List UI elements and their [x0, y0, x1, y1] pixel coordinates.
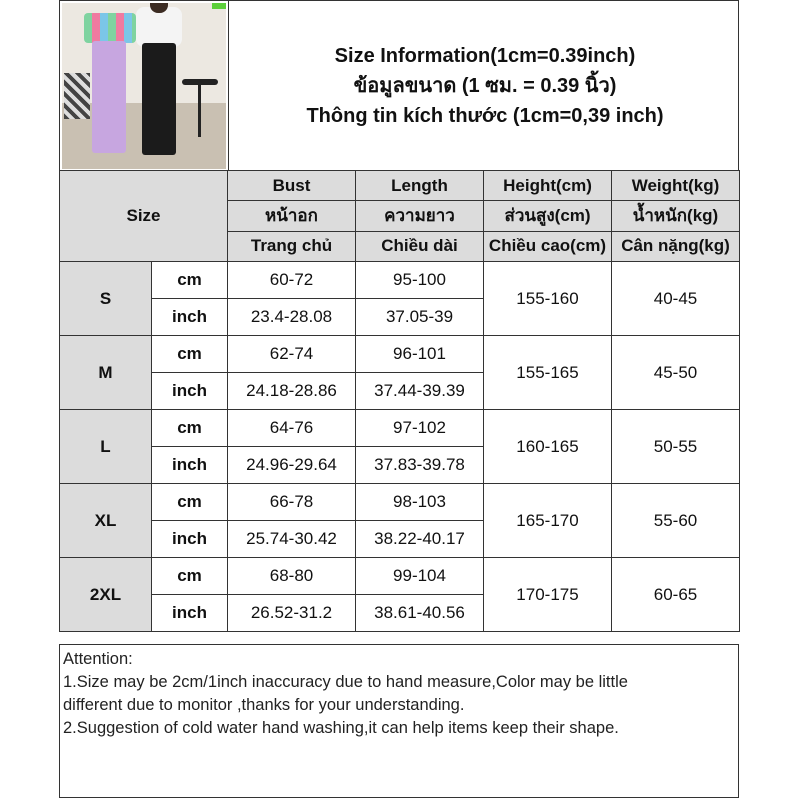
- bust-inch: 24.18-28.86: [228, 373, 356, 410]
- height-range: 160-165: [484, 410, 612, 484]
- weight-range: 45-50: [612, 336, 740, 410]
- weight-header-th: น้ำหนัก(kg): [612, 201, 740, 231]
- weight-range: 55-60: [612, 484, 740, 558]
- length-inch: 37.83-39.78: [356, 447, 484, 484]
- length-inch: 37.44-39.39: [356, 373, 484, 410]
- length-cm: 99-104: [356, 558, 484, 595]
- height-header-th: ส่วนสูง(cm): [484, 201, 612, 231]
- title-english: Size Information(1cm=0.39inch): [334, 45, 636, 67]
- table-row: [60, 410, 740, 447]
- table-row: [60, 484, 740, 521]
- table-row: [60, 336, 740, 373]
- bust-cm: 60-72: [228, 262, 356, 299]
- length-header-vi: Chiều dài: [356, 231, 484, 261]
- unit-cm: cm: [152, 484, 228, 521]
- notes-line: 2.Suggestion of cold water hand washing,it can help items keep their shape.: [63, 719, 619, 737]
- bust-inch: 23.4-28.08: [228, 299, 356, 336]
- height-range: 165-170: [484, 484, 612, 558]
- weight-header-vi: Cân nặng(kg): [612, 231, 740, 261]
- height-range: 155-160: [484, 262, 612, 336]
- table-row: [60, 262, 740, 299]
- length-cm: 98-103: [356, 484, 484, 521]
- weight-range: 40-45: [612, 262, 740, 336]
- weight-range: 50-55: [612, 410, 740, 484]
- size-chart-header: [59, 0, 739, 170]
- height-header-en: Height(cm): [484, 171, 612, 201]
- weight-range: 60-65: [612, 558, 740, 632]
- unit-cm: cm: [152, 558, 228, 595]
- bust-inch: 26.52-31.2: [228, 595, 356, 632]
- table-row: [60, 558, 740, 595]
- unit-inch: inch: [152, 373, 228, 410]
- weight-header-en: Weight(kg): [612, 171, 740, 201]
- length-inch: 38.22-40.17: [356, 521, 484, 558]
- bust-cm: 62-74: [228, 336, 356, 373]
- length-cm: 96-101: [356, 336, 484, 373]
- size-label: S: [60, 262, 152, 336]
- size-label: XL: [60, 484, 152, 558]
- size-label: M: [60, 336, 152, 410]
- length-inch: 37.05-39: [356, 299, 484, 336]
- title-thai: ข้อมูลขนาด (1 ซม. = 0.39 นิ้ว): [353, 75, 617, 97]
- size-chart-sheet: [59, 0, 741, 800]
- size-column-header: Size: [60, 171, 228, 262]
- unit-inch: inch: [152, 595, 228, 632]
- bust-cm: 66-78: [228, 484, 356, 521]
- unit-cm: cm: [152, 336, 228, 373]
- unit-inch: inch: [152, 521, 228, 558]
- size-label: 2XL: [60, 558, 152, 632]
- size-table: [59, 170, 740, 632]
- notes-line: 1.Size may be 2cm/1inch inaccuracy due to hand measure,Color may be little: [63, 673, 628, 691]
- length-cm: 95-100: [356, 262, 484, 299]
- notes-heading: Attention:: [63, 650, 133, 668]
- height-range: 155-165: [484, 336, 612, 410]
- attention-notes: [59, 644, 739, 798]
- unit-cm: cm: [152, 262, 228, 299]
- length-cm: 97-102: [356, 410, 484, 447]
- bust-header-vi: Trang chủ: [228, 231, 356, 261]
- bust-header-en: Bust: [228, 171, 356, 201]
- length-inch: 38.61-40.56: [356, 595, 484, 632]
- bust-header-th: หน้าอก: [228, 201, 356, 231]
- bust-inch: 24.96-29.64: [228, 447, 356, 484]
- product-photo: [62, 3, 226, 169]
- size-information-title: [228, 1, 741, 171]
- unit-cm: cm: [152, 410, 228, 447]
- length-header-en: Length: [356, 171, 484, 201]
- height-header-vi: Chiều cao(cm): [484, 231, 612, 261]
- bust-inch: 25.74-30.42: [228, 521, 356, 558]
- title-vietnamese: Thông tin kích thước (1cm=0,39 inch): [306, 105, 664, 127]
- unit-inch: inch: [152, 299, 228, 336]
- unit-inch: inch: [152, 447, 228, 484]
- size-label: L: [60, 410, 152, 484]
- height-range: 170-175: [484, 558, 612, 632]
- bust-cm: 68-80: [228, 558, 356, 595]
- notes-line: different due to monitor ,thanks for your understanding.: [63, 696, 465, 714]
- bust-cm: 64-76: [228, 410, 356, 447]
- length-header-th: ความยาว: [356, 201, 484, 231]
